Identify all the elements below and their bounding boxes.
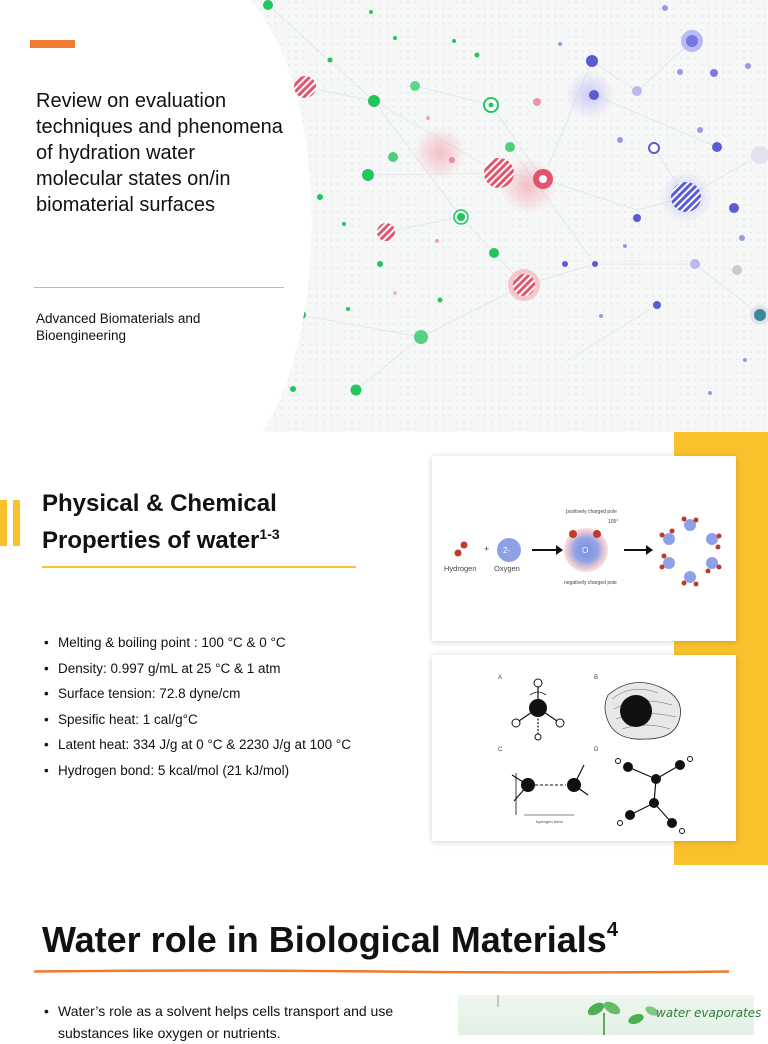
plus-sign: + xyxy=(484,544,490,554)
panel-b-electron-cloud-icon xyxy=(605,683,681,740)
water-structure-diagram-card xyxy=(432,655,736,841)
panel-c-hydrogen-bond-icon xyxy=(512,765,588,824)
accent-bar xyxy=(30,40,75,48)
hydrogen-label: Hydrogen xyxy=(444,564,477,573)
list-item: • Melting & boiling point : 100 °C & 0 °C xyxy=(44,630,424,656)
water-cluster-icon xyxy=(660,517,722,587)
panel-c-label: C xyxy=(498,747,503,753)
slide-subtitle: Advanced Biomaterials and Bioengineering xyxy=(36,311,201,343)
water-role-bullet: • Water’s role as a solvent helps cells transport and use substances like oxygen or nutrients. xyxy=(44,1000,444,1044)
slide-title xyxy=(0,0,768,432)
oxygen-label: Oxygen xyxy=(494,564,520,573)
water-structure-diagram xyxy=(432,655,736,841)
positive-pole-label xyxy=(566,509,617,515)
panel-d-label: D xyxy=(594,747,599,753)
slide-marker xyxy=(0,500,22,546)
properties-heading xyxy=(42,488,372,556)
slide-title-text: Review on evaluation techniques and phenomena of hydration water molecular states on/in biomaterial surfaces xyxy=(36,90,283,216)
title-divider xyxy=(34,287,284,288)
list-item: • Spesific heat: 1 cal/g°C xyxy=(44,707,424,733)
hydrogen-atom-icon xyxy=(569,530,577,538)
arrowhead-icon xyxy=(556,545,563,555)
properties-list xyxy=(44,630,424,783)
hydrogen-bond-caption: hydrogen bond xyxy=(536,819,563,824)
list-item: • Latent heat: 334 J/g at 0 °C & 2230 J/g at 100 °C xyxy=(44,732,424,758)
slide-water-role xyxy=(0,865,768,1041)
arrowhead-icon xyxy=(646,545,653,555)
bond-angle-label: 105° xyxy=(608,519,619,525)
panel-a-label: A xyxy=(498,675,503,681)
panel-a-molecule-icon xyxy=(512,679,564,740)
list-item: • Density: 0.997 g/mL at 25 °C & 1 atm xyxy=(44,656,424,682)
negative-pole-text: negatively charged pole xyxy=(564,580,617,586)
hydrogen-atom-icon xyxy=(593,530,601,538)
hydrogen-atom-icon xyxy=(455,550,462,557)
negative-pole-label xyxy=(564,580,617,586)
water-formation-diagram-card xyxy=(432,456,736,641)
water-role-reference: 4 xyxy=(606,919,618,941)
oxygen-charge: 2- xyxy=(503,546,511,555)
list-item: • Surface tension: 72.8 dyne/cm xyxy=(44,681,424,707)
panel-d-lattice-icon xyxy=(616,757,693,834)
water-cycle-illustration xyxy=(458,995,762,1035)
heading-underline xyxy=(42,566,356,568)
water-center-atom: O xyxy=(582,546,589,555)
heading-underline xyxy=(34,969,729,974)
list-item: • Hydrogen bond: 5 kcal/mol (21 kJ/mol) xyxy=(44,758,424,784)
slide-water-properties xyxy=(0,432,768,865)
water-evaporates-label: water evaporates xyxy=(656,1006,762,1020)
water-role-heading-text: Water role in Biological Materials xyxy=(42,919,607,960)
panel-b-label: B xyxy=(594,675,599,681)
positive-pole-text: positively charged pole xyxy=(566,509,617,515)
properties-heading-text: Physical & Chemical Properties of water xyxy=(42,490,277,554)
water-role-heading xyxy=(42,919,618,961)
properties-reference: 1-3 xyxy=(259,526,280,542)
hydrogen-atom-icon xyxy=(461,542,468,549)
water-formation-diagram xyxy=(432,456,736,641)
